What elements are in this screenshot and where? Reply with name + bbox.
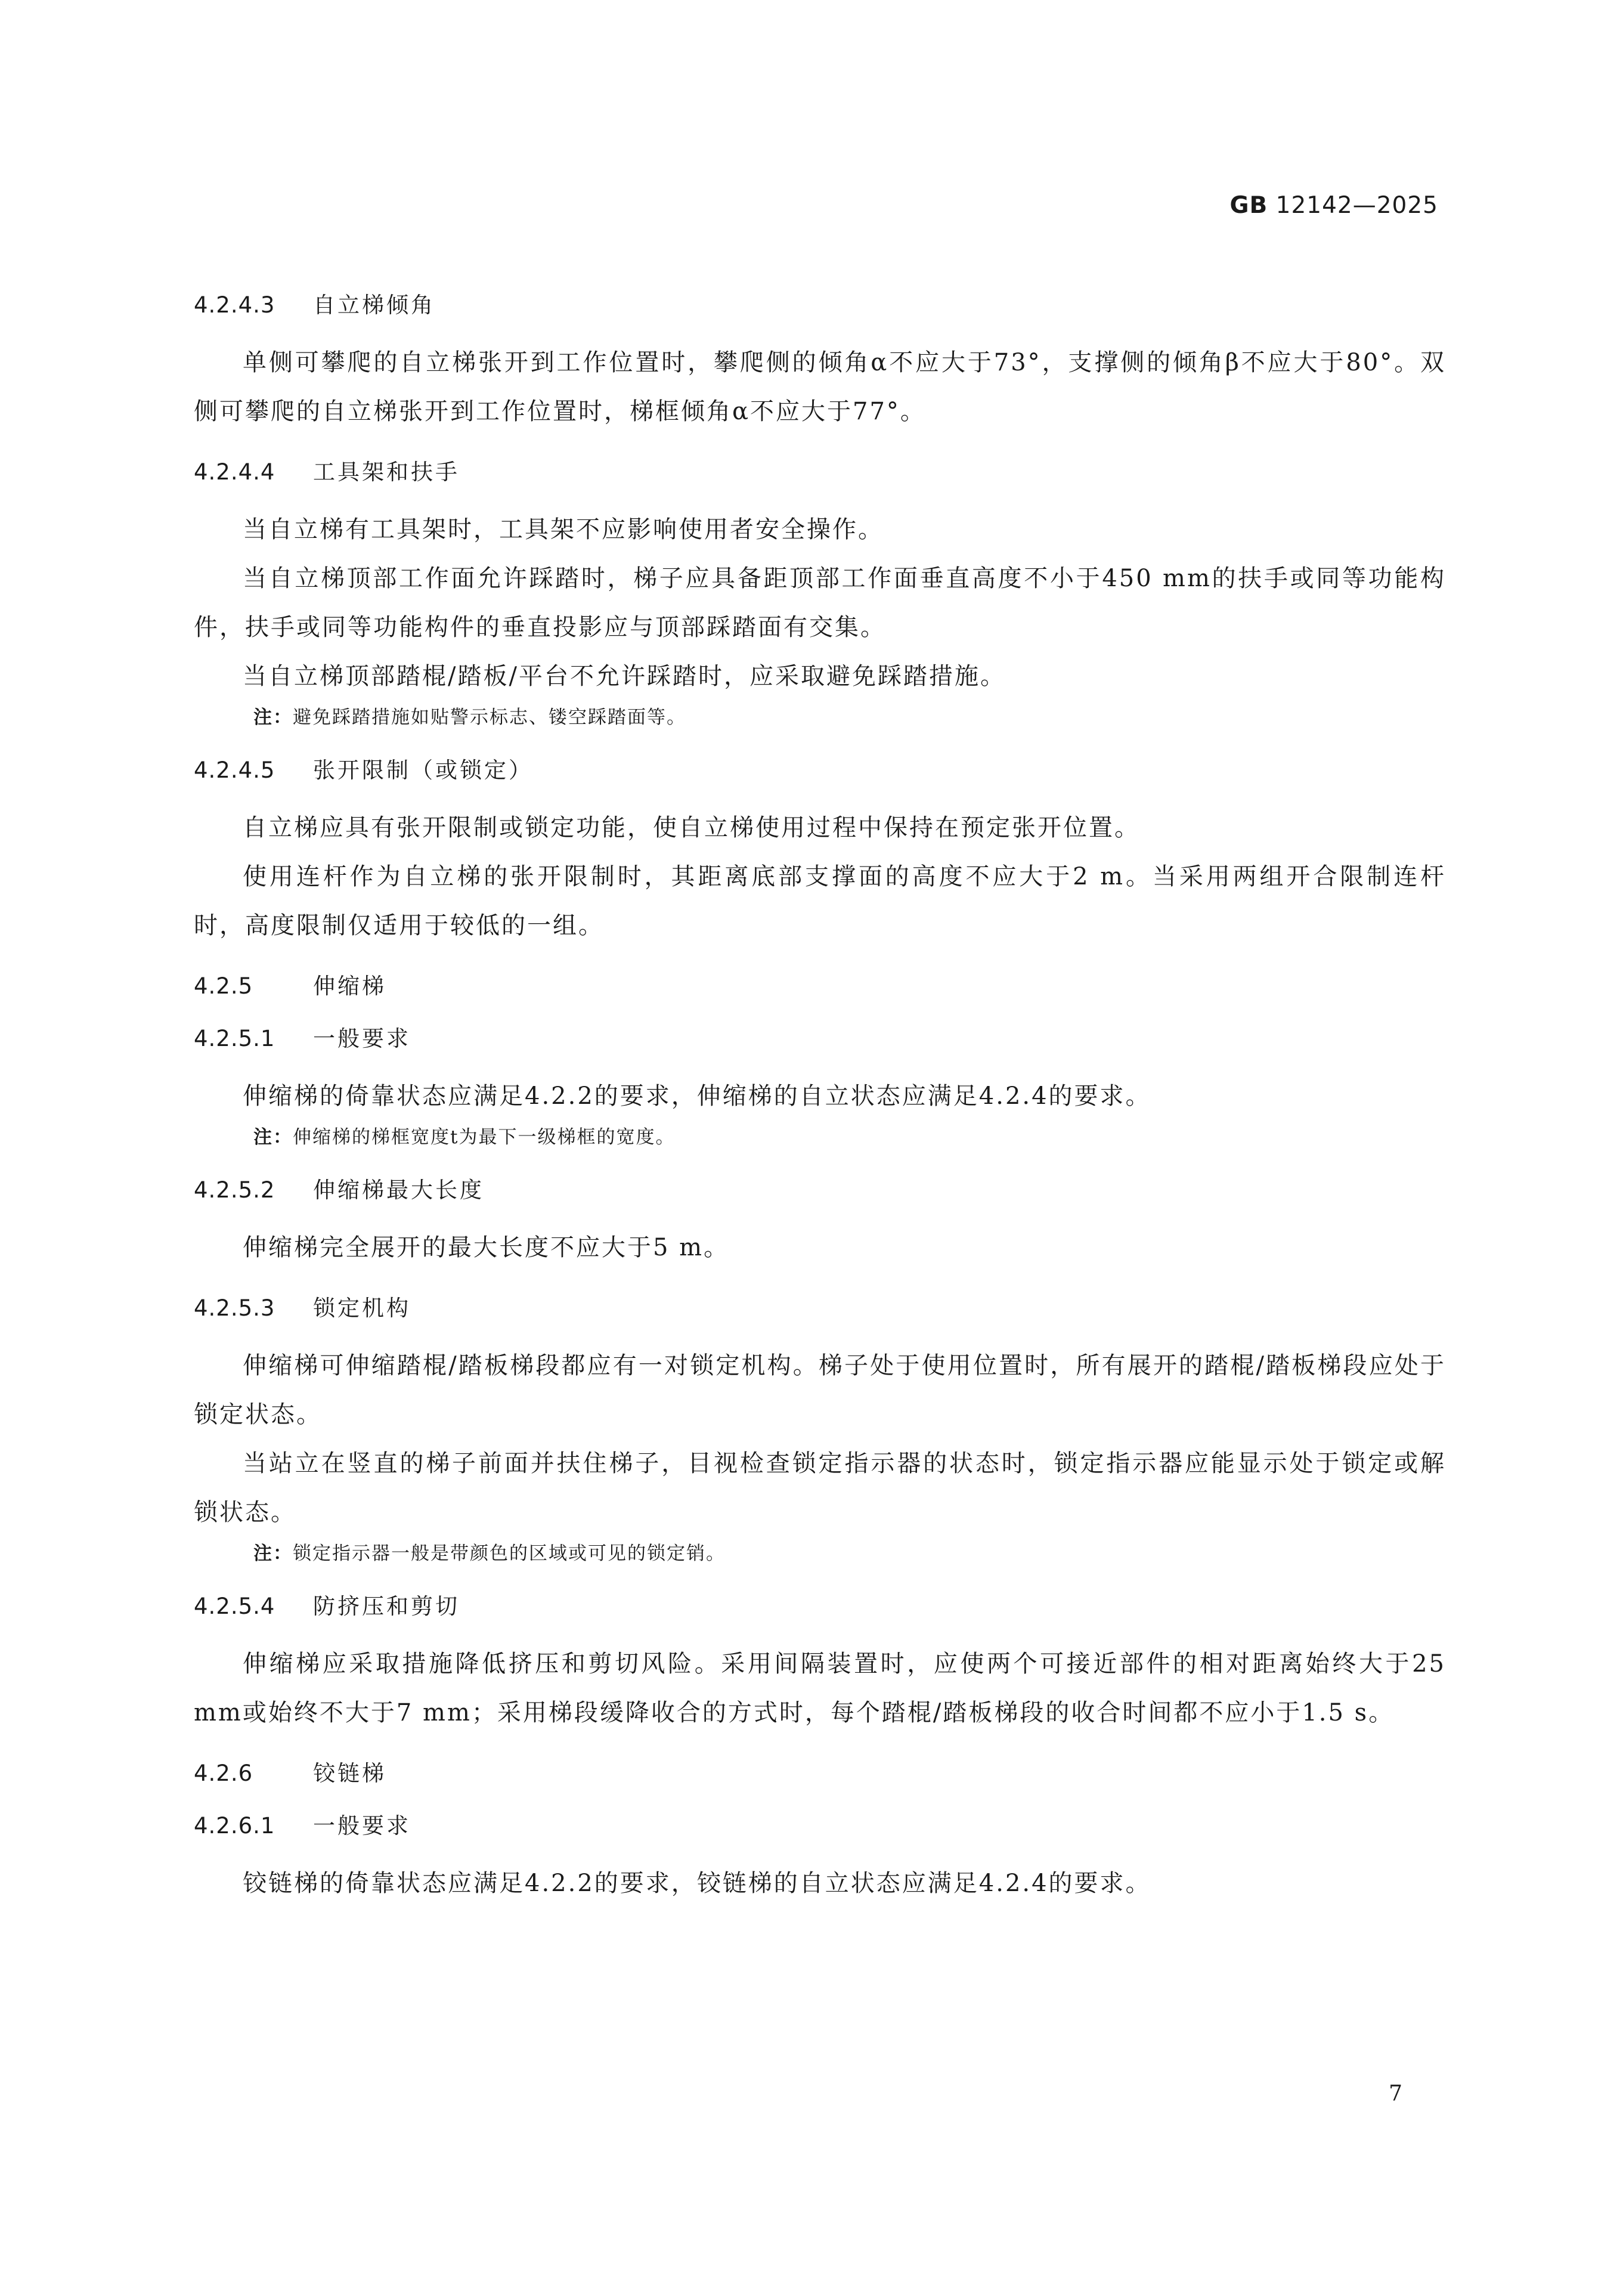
section-title: 一般要求 — [313, 1813, 411, 1839]
note-text: 避免踩踏措施如贴警示标志、镂空踩踏面等。 — [293, 707, 686, 728]
section-number: 4.2.5.2 — [194, 1177, 275, 1203]
section-title: 张开限制（或锁定） — [313, 757, 533, 783]
paragraph: 当站立在竖直的梯子前面并扶住梯子，目视检查锁定指示器的状态时，锁定指示器应能显示处于锁定或解锁状态。 — [194, 1450, 1446, 1526]
note-label: 注： — [253, 707, 293, 728]
note — [253, 1537, 1446, 1570]
section-title: 防挤压和剪切 — [313, 1593, 460, 1619]
note-label: 注： — [253, 1127, 293, 1148]
paragraph: 铰链梯的倚靠状态应满足4.2.2的要求，铰链梯的自立状态应满足4.2.4的要求。 — [243, 1870, 1151, 1897]
section-title: 伸缩梯 — [313, 973, 386, 999]
section-heading — [194, 1292, 1446, 1325]
section-number: 4.2.4.3 — [194, 292, 275, 318]
section-title: 自立梯倾角 — [313, 292, 435, 318]
section-heading — [194, 1757, 1446, 1790]
paragraph: 当自立梯顶部工作面允许踩踏时，梯子应具备距顶部工作面垂直高度不小于450 mm的扶手或同等功能构件，扶手或同等功能构件的垂直投影应与顶部踩踏面有交集。 — [194, 565, 1446, 641]
paragraph: 伸缩梯完全展开的最大长度不应大于5 m。 — [243, 1234, 730, 1261]
section-heading — [194, 754, 1446, 787]
section-number: 4.2.5.4 — [194, 1593, 275, 1619]
paragraph: 伸缩梯的倚靠状态应满足4.2.2的要求，伸缩梯的自立状态应满足4.2.4的要求。 — [243, 1082, 1151, 1110]
page-number: 7 — [1389, 2081, 1402, 2106]
section-title: 工具架和扶手 — [313, 459, 460, 485]
note — [253, 1121, 1446, 1154]
paragraph: 伸缩梯应采取措施降低挤压和剪切风险。采用间隔装置时，应使两个可接近部件的相对距离始终大于25 mm或始终不大于7 mm；采用梯段缓降收合的方式时，每个踏棍/踏板梯段的收合时间都不应小于1.5 s。 — [194, 1650, 1446, 1726]
section-number: 4.2.6.1 — [194, 1813, 275, 1839]
note-text: 锁定指示器一般是带颜色的区域或可见的锁定销。 — [293, 1543, 726, 1564]
section-heading — [194, 1174, 1446, 1206]
section-title: 锁定机构 — [313, 1295, 411, 1321]
section-heading — [194, 289, 1446, 321]
note — [253, 701, 1446, 734]
section-title: 伸缩梯最大长度 — [313, 1177, 484, 1203]
section-heading — [194, 1810, 1446, 1842]
section-title: 一般要求 — [313, 1026, 411, 1051]
document-body — [194, 289, 1446, 1908]
section-heading — [194, 456, 1446, 488]
section-number: 4.2.5.1 — [194, 1026, 275, 1051]
standard-prefix: GB — [1229, 192, 1268, 219]
standard-code — [1230, 192, 1438, 219]
paragraph: 当自立梯顶部踏棍/踏板/平台不允许踩踏时，应采取避免踩踏措施。 — [243, 663, 1006, 690]
section-heading — [194, 1591, 1446, 1623]
section-number: 4.2.5.3 — [194, 1295, 275, 1321]
paragraph: 伸缩梯可伸缩踏棍/踏板梯段都应有一对锁定机构。梯子处于使用位置时，所有展开的踏棍/踏板梯段应处于锁定状态。 — [194, 1352, 1446, 1428]
note-label: 注： — [253, 1543, 293, 1564]
section-number: 4.2.5 — [194, 973, 253, 999]
paragraph: 使用连杆作为自立梯的张开限制时，其距离底部支撑面的高度不应大于2 m。当采用两组开合限制连杆时，高度限制仅适用于较低的一组。 — [194, 863, 1446, 939]
paragraph: 自立梯应具有张开限制或锁定功能，使自立梯使用过程中保持在预定张开位置。 — [243, 814, 1140, 841]
paragraph: 当自立梯有工具架时，工具架不应影响使用者安全操作。 — [243, 516, 884, 543]
section-heading — [194, 1023, 1446, 1055]
standard-number: 12142—2025 — [1275, 192, 1438, 219]
paragraph: 单侧可攀爬的自立梯张开到工作位置时，攀爬侧的倾角α不应大于73°，支撑侧的倾角β不应大于80°。双侧可攀爬的自立梯张开到工作位置时，梯框倾角α不应大于77°。 — [194, 349, 1446, 425]
section-number: 4.2.6 — [194, 1760, 253, 1786]
section-number: 4.2.4.4 — [194, 459, 275, 485]
note-text: 伸缩梯的梯框宽度t为最下一级梯框的宽度。 — [293, 1127, 676, 1148]
section-title: 铰链梯 — [313, 1760, 386, 1786]
section-number: 4.2.4.5 — [194, 757, 275, 783]
section-heading — [194, 970, 1446, 1002]
